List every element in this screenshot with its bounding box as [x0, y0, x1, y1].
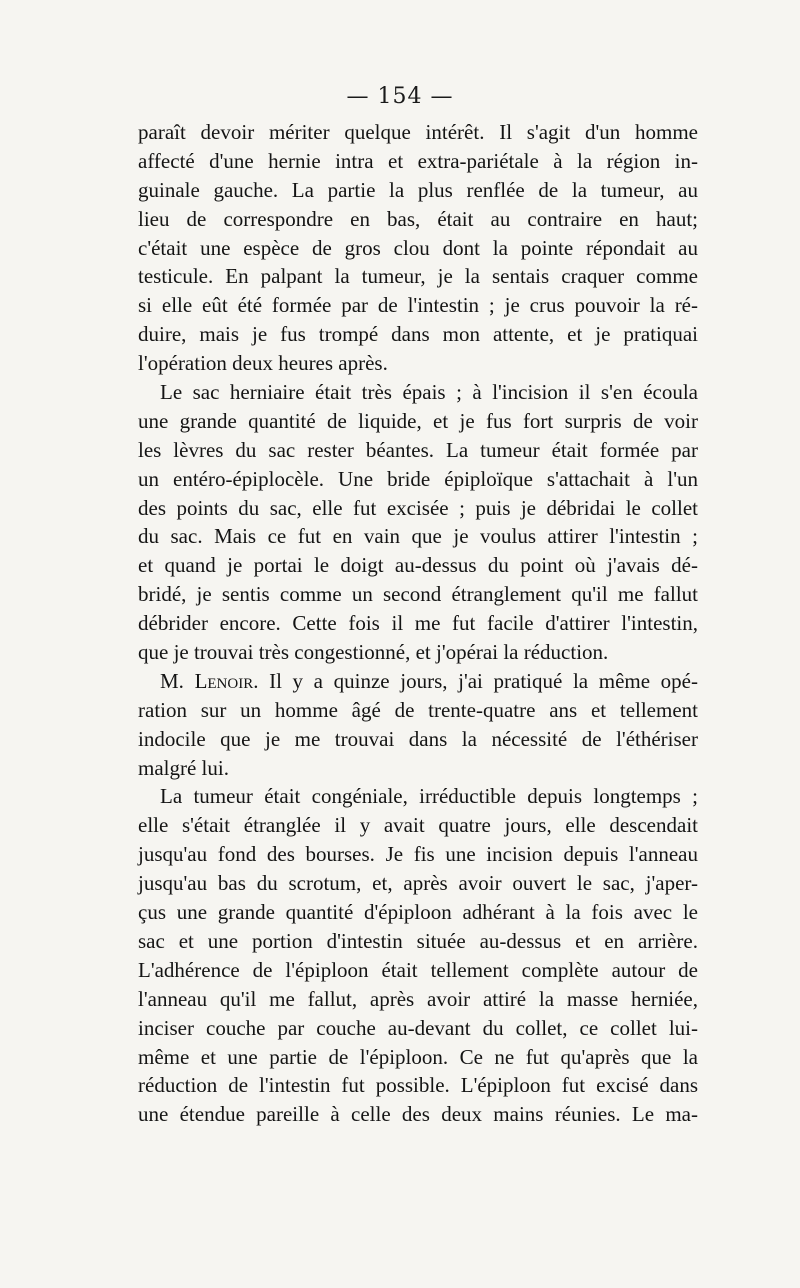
text-line: si elle eût été formée par de l'intestin ; je crus pouvoir la ré- [138, 293, 698, 318]
text-line: c'était une espèce de gros clou dont la pointe répondait au [138, 235, 698, 260]
text-line: elle s'était étranglée il y avait quatre jours, elle descendait [138, 813, 698, 838]
page-number: — 154 — [346, 84, 454, 109]
body-text [138, 118, 698, 1129]
text-line: M. Lenoir. Il y a quinze jours, j'ai pratiqué la même opé- [160, 668, 698, 693]
text-line: l'opération deux heures après. [138, 351, 388, 376]
text-line: l'anneau qu'il me fallut, après avoir attiré la masse herniée, [138, 986, 698, 1011]
text-line: testicule. En palpant la tumeur, je la sentais craquer comme [138, 264, 698, 289]
text-line: et quand je portai le doigt au-dessus du point où j'avais dé- [138, 553, 698, 578]
text-line: jusqu'au bas du scrotum, et, après avoir ouvert le sac, j'aper- [138, 871, 698, 896]
text-line: inciser couche par couche au-devant du collet, ce collet lui- [138, 1015, 698, 1040]
text-line: ration sur un homme âgé de trente-quatre ans et tellement [138, 697, 698, 722]
text-line: malgré lui. [138, 755, 229, 780]
text-line: un entéro-épiplocèle. Une bride épiploïque s'attachait à l'un [138, 466, 698, 491]
text-line: des points du sac, elle fut excisée ; puis je débridai le collet [138, 495, 698, 520]
text-line: les lèvres du sac rester béantes. La tumeur était formée par [138, 437, 698, 462]
text-line: paraît devoir mériter quelque intérêt. Il s'agit d'un homme [138, 120, 698, 144]
text-line: bridé, je sentis comme un second étranglement qu'il me fallut [138, 582, 698, 607]
text-line: une grande quantité de liquide, et je fus fort surpris de voir [138, 408, 698, 433]
text-line: affecté d'une hernie intra et extra-pariétale à la région in- [138, 148, 698, 173]
text-line: une étendue pareille à celle des deux mains réunies. Le ma- [138, 1102, 698, 1127]
text-line: sac et une portion d'intestin située au-dessus et en arrière. [138, 928, 698, 953]
text-line: La tumeur était congéniale, irréductible depuis longtemps ; [160, 784, 698, 809]
text-line: que je trouvai très congestionné, et j'opérai la réduction. [138, 640, 609, 665]
text-line: guinale gauche. La partie la plus renflée de la tumeur, au [138, 177, 698, 202]
text-line: Le sac herniaire était très épais ; à l'incision il s'en écoula [160, 380, 698, 405]
text-line: indocile que je me trouvai dans la nécessité de l'éthériser [138, 726, 698, 751]
text-line: L'adhérence de l'épiploon était tellement complète autour de [138, 957, 698, 982]
text-line: çus une grande quantité d'épiploon adhérant à la fois avec le [138, 900, 698, 925]
text-line: jusqu'au fond des bourses. Je fis une incision depuis l'anneau [138, 842, 698, 867]
text-line: lieu de correspondre en bas, était au contraire en haut; [138, 206, 698, 231]
text-line: réduction de l'intestin fut possible. L'épiploon fut excisé dans [138, 1073, 698, 1098]
text-line: débrider encore. Cette fois il me fut facile d'attirer l'intestin, [138, 611, 698, 636]
speaker-name: Lenoir [194, 668, 254, 693]
text-line: duire, mais je fus trompé dans mon attente, et je pratiquai [138, 322, 698, 347]
text-line: même et une partie de l'épiploon. Ce ne fut qu'après que la [138, 1044, 698, 1069]
text-line: du sac. Mais ce fut en vain que je voulus attirer l'intestin ; [138, 524, 698, 549]
